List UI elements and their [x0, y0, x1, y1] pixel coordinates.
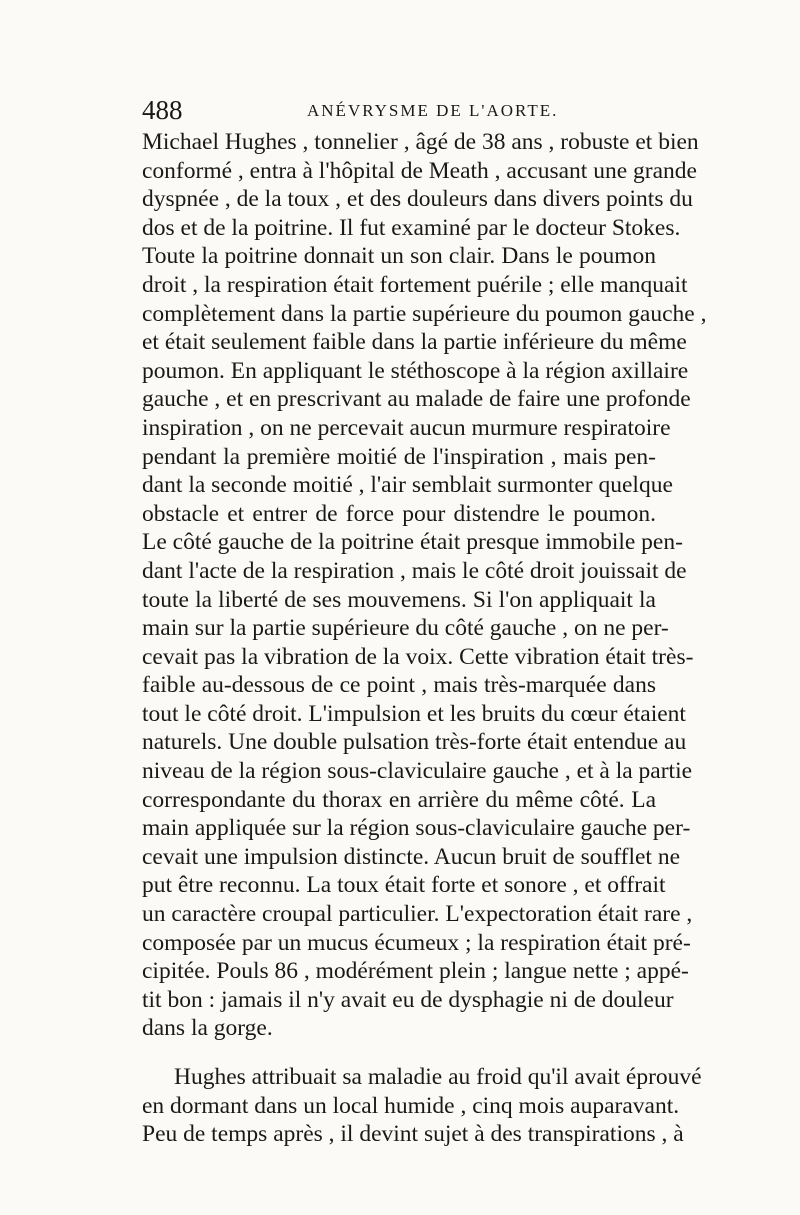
- text-line: droit , la respiration était fortement puérile ; elle manquait: [142, 271, 688, 298]
- text-line: dant l'acte de la respiration , mais le côté droit jouissait de: [142, 557, 687, 584]
- text-line: et était seulement faible dans la partie inférieure du même: [142, 329, 687, 356]
- text-line: complètement dans la partie supérieure du poumon gauche ,: [142, 300, 707, 327]
- text-line: tit bon : jamais il n'y avait eu de dysphagie ni de douleur: [142, 986, 674, 1013]
- text-line: faible au-dessous de ce point , mais très-marquée dans: [142, 672, 656, 699]
- text-line: poumon. En appliquant le stéthoscope à la région axillaire: [142, 357, 689, 384]
- text-line: put être reconnu. La toux était forte et sonore , et offrait: [142, 872, 666, 899]
- text-line: main appliquée sur la région sous-claviculaire gauche per-: [142, 815, 691, 842]
- text-line: inspiration , on ne percevait aucun murmure respiratoire: [142, 414, 671, 441]
- text-line: Toute la poitrine donnait un son clair. Dans le poumon: [142, 243, 656, 270]
- text-line: naturels. Une double pulsation très-forte était entendue au: [142, 729, 687, 756]
- text-line: dans la gorge.: [142, 1015, 273, 1042]
- page-number: 488: [142, 95, 183, 125]
- text-line: en dormant dans un local humide , cinq mois auparavant.: [142, 1092, 680, 1119]
- text-line: correspondante du thorax en arrière du même côté. La: [142, 786, 656, 813]
- text-line: cipitée. Pouls 86 , modérément plein ; langue nette ; appé-: [142, 958, 689, 985]
- text-line: toute la liberté de ses mouvemens. Si l'on appliquait la: [142, 586, 656, 613]
- text-line: composée par un mucus écumeux ; la respiration était pré-: [142, 929, 691, 956]
- running-title: ANÉVRYSME DE L'AORTE.: [307, 101, 559, 120]
- text-line: niveau de la région sous-claviculaire gauche , et à la partie: [142, 758, 693, 785]
- text-line: pendant la première moitié de l'inspiration , mais pen-: [142, 443, 656, 470]
- text-line: obstacle et entrer de force pour distendre le poumon.: [142, 500, 656, 527]
- page-header: [142, 93, 656, 127]
- text-line: dos et de la poitrine. Il fut examiné par le docteur Stokes.: [142, 214, 681, 241]
- text-line: main sur la partie supérieure du côté gauche , on ne per-: [142, 615, 669, 642]
- text-line: cevait pas la vibration de la voix. Cette vibration était très-: [142, 643, 694, 670]
- text-line: Hughes attribuait sa maladie au froid qu'il avait éprouvé: [174, 1064, 702, 1090]
- text-line: conformé , entra à l'hôpital de Meath , accusant une grande: [142, 157, 697, 184]
- text-line: un caractère croupal particulier. L'expectoration était rare ,: [142, 901, 693, 928]
- text-line: dyspnée , de la toux , et des douleurs dans divers points du: [142, 186, 693, 213]
- text-line: Michael Hughes , tonnelier , âgé de 38 ans , robuste et bien: [142, 129, 699, 155]
- paragraph-2: [142, 1063, 702, 1149]
- text-line: cevait une impulsion distincte. Aucun bruit de soufflet ne: [142, 843, 680, 870]
- text-line: tout le côté droit. L'impulsion et les bruits du cœur étaient: [142, 700, 686, 727]
- body-text: [142, 128, 707, 1149]
- paragraph-1: [142, 128, 707, 1043]
- text-line: Le côté gauche de la poitrine était presque immobile pen-: [142, 529, 683, 556]
- text-line: Peu de temps après , il devint sujet à des transpirations , à: [142, 1121, 684, 1148]
- text-line: dant la seconde moitié , l'air semblait surmonter quelque: [142, 472, 673, 499]
- paragraph-gap: [142, 1043, 656, 1063]
- text-line: gauche , et en prescrivant au malade de faire une profonde: [142, 386, 691, 413]
